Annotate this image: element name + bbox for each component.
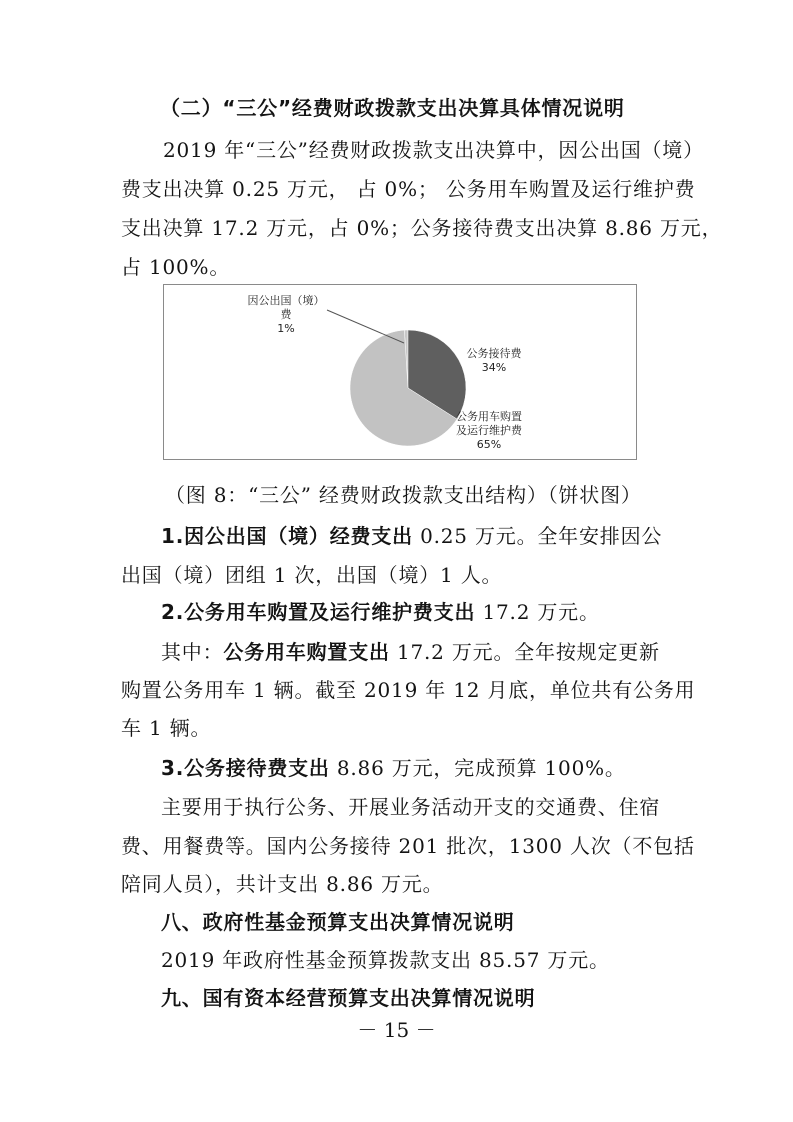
page-number: － 15 － xyxy=(357,1018,436,1042)
item2-detail-prefix: 其中： xyxy=(161,640,224,664)
label-s0 xyxy=(226,294,346,336)
item2-line-4: 车 1 辆。 xyxy=(121,716,212,740)
label-s2-line3: 65% xyxy=(476,438,502,451)
intro-line-1: 2019 年“三公”经费财政拨款支出决算中，因公出国（境） xyxy=(163,138,704,162)
item3-line-2: 主要用于执行公务、开展业务活动开支的交通费、住宿 xyxy=(161,795,661,819)
intro-line-2: 费支出决算 0.25 万元， 占 0%； 公务用车购置及运行维护费 xyxy=(121,177,696,201)
section8-text: 2019 年政府性基金预算拨款支出 85.57 万元。 xyxy=(161,948,610,972)
section9-title: 九、国有资本经营预算支出决算情况说明 xyxy=(161,986,536,1010)
label-s0-line2: 费 xyxy=(280,308,292,321)
item3-line-4: 陪同人员），共计支出 8.86 万元。 xyxy=(121,872,444,896)
item3-line-3: 费、用餐费等。国内公务接待 201 批次，1300 人次（不包括 xyxy=(121,834,695,858)
item2-title: 2.公务用车购置及运行维护费支出 xyxy=(161,600,476,624)
label-s0-line3: 1% xyxy=(277,322,295,335)
label-s2 xyxy=(434,410,544,452)
section8-title: 八、政府性基金预算支出决算情况说明 xyxy=(161,910,515,934)
item2-detail-bold: 公务用车购置支出 xyxy=(223,640,390,664)
label-s0-line1: 因公出国（境） xyxy=(247,294,325,307)
chart-caption: （图 8：“三公” 经费财政拨款支出结构）（饼状图） xyxy=(165,483,642,507)
item2-line-1 xyxy=(161,598,600,626)
item2-line-3: 购置公务用车 1 辆。截至 2019 年 12 月底，单位共有公务用 xyxy=(121,678,696,702)
item2-rest: 17.2 万元。 xyxy=(475,600,600,624)
item3-line-1 xyxy=(161,754,626,782)
label-s2-line2: 及运行维护费 xyxy=(456,424,522,437)
label-s1 xyxy=(448,347,540,375)
item1-line-1 xyxy=(161,522,662,550)
item2-line-2 xyxy=(161,638,660,666)
section-title: （二）“三公”经费财政拨款支出决算具体情况说明 xyxy=(160,96,625,120)
pie-chart xyxy=(163,284,637,460)
item2-detail-text: 17.2 万元。全年按规定更新 xyxy=(389,640,660,664)
item1-text-1: 0.25 万元。全年安排因公 xyxy=(412,524,663,548)
label-s2-line1: 公务用车购置 xyxy=(456,410,522,423)
item1-line-2: 出国（境）团组 1 次，出国（境）1 人。 xyxy=(121,563,503,587)
item3-rest: 8.86 万元，完成预算 100%。 xyxy=(329,756,626,780)
item3-title: 3.公务接待费支出 xyxy=(161,756,330,780)
item1-title: 1.因公出国（境）经费支出 xyxy=(161,524,413,548)
label-s1-line2: 34% xyxy=(481,361,507,374)
intro-line-4: 占 100%。 xyxy=(121,255,231,279)
label-s1-line1: 公务接待费 xyxy=(466,347,522,360)
intro-line-3: 支出决算 17.2 万元，占 0%；公务接待费支出决算 8.86 万元， xyxy=(121,216,723,240)
